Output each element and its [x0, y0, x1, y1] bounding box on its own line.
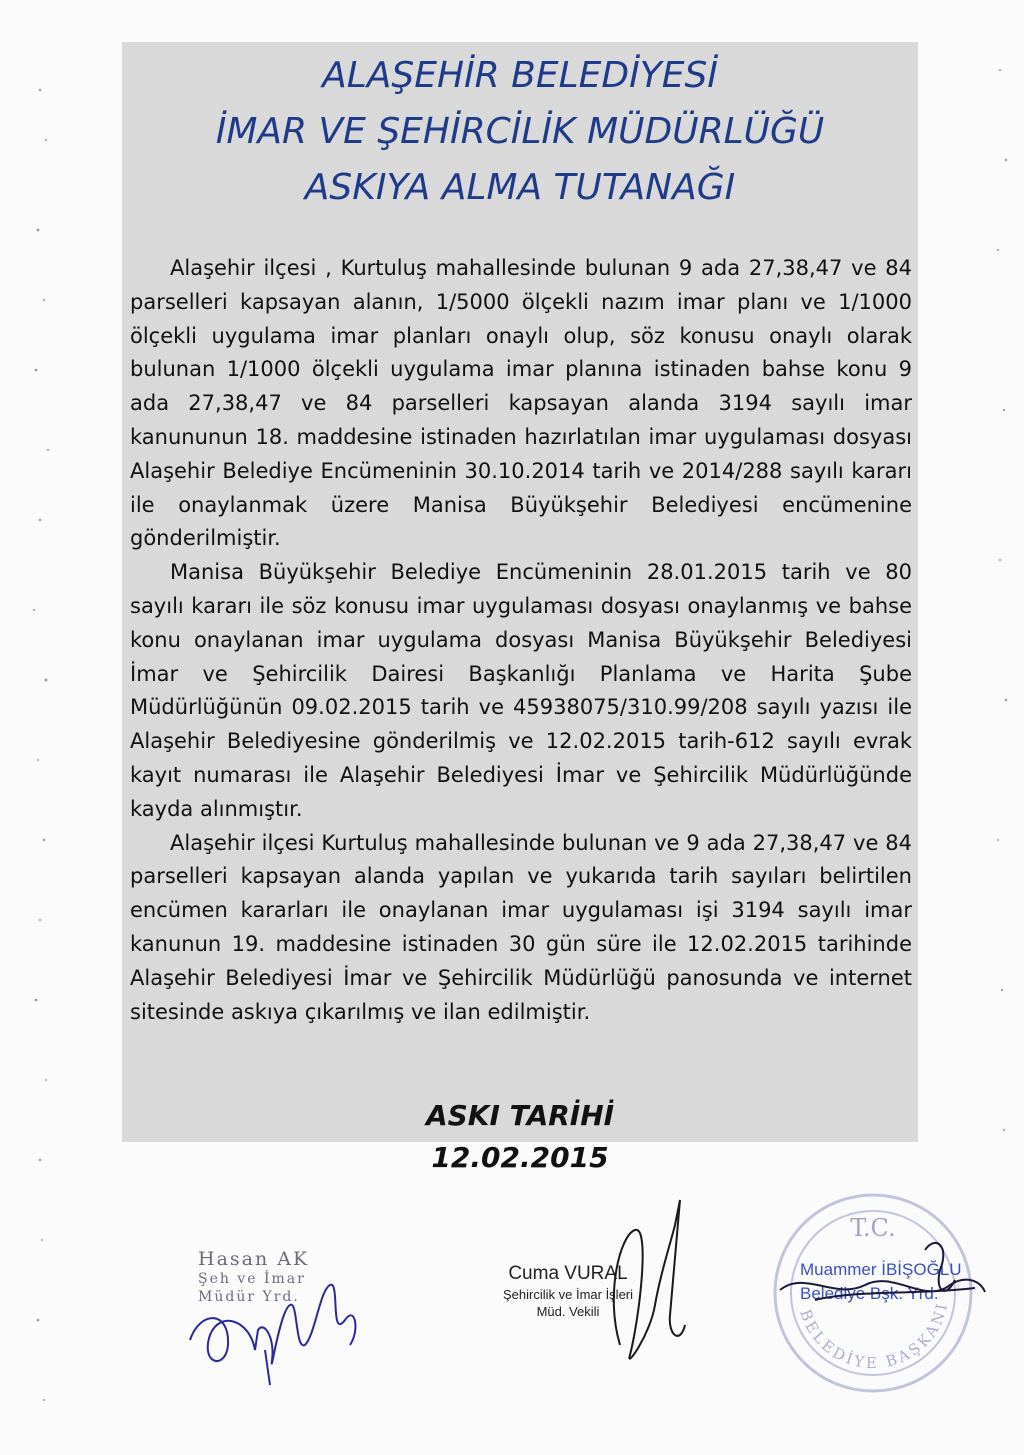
signer-middle-name: Cuma VURAL — [508, 1263, 628, 1284]
signer-middle-role-2: Müd. Vekili — [536, 1304, 600, 1319]
document-body — [130, 252, 912, 1029]
header-directorate: İMAR VE ŞEHİRCİLİK MÜDÜRLÜĞÜ — [215, 111, 825, 152]
signer-left-role-2: Müdür Yrd. — [198, 1289, 300, 1305]
stamp-top-text: T.C. — [850, 1214, 896, 1242]
posting-date-value: 12.02.2015 — [431, 1141, 609, 1174]
signer-middle-role-1: Şehircilik ve İmar İşleri — [502, 1287, 634, 1302]
header-municipality: ALAŞEHİR BELEDİYESİ — [322, 55, 718, 96]
body-paragraph-3: Alaşehir ilçesi Kurtuluş mahallesinde bulunan ve 9 ada 27,38,47 ve 84 parselleri kapsayan alanda yapılan ve yukarıda tarih sayıları belirtilen encümen kararları ile onaylanan imar uygulaması işi 3194 sayılı imar kanunun 19. maddesine istinaden 30 gün süre ile 12.02.2015 tarihinde Alaşehir Belediyesi İmar ve Şehircilik Müdürlüğü panosunda ve internet sitesinde askıya çıkarılmış ve ilan edilmiştir. — [130, 830, 912, 1024]
signature-block-middle — [488, 1262, 648, 1320]
posting-date-label: ASKI TARİHİ — [425, 1099, 615, 1132]
signer-right-name: Muammer İBİŞOĞLU — [800, 1260, 962, 1279]
signature-block-left — [198, 1248, 348, 1306]
signature-block-right — [800, 1258, 970, 1306]
body-paragraph-2: Manisa Büyükşehir Belediye Encümeninin 28.01.2015 tarih ve 80 sayılı kararı ile söz konusu imar uygulaması dosyası onaylanmış ve bahse konu onaylanan imar uygulama dosyası Manisa Büyükşehir Belediyesi İmar ve Şehircilik Dairesi Başkanlığı Planlama ve Harita Şube Müdürlüğünün 09.02.2015 tarih ve 45938075/310.99/208 sayılı yazısı ile Alaşehir Belediyesine gönderilmiş ve 12.02.2015 tarih-612 sayılı evrak kayıt numarası ile Alaşehir Belediyesi İmar ve Şehircilik Müdürlüğünde kayda alınmıştır. — [130, 560, 912, 821]
svg-text:BELEDİYE BAŞKANI — [796, 1300, 951, 1372]
stamp-ring-text: BELEDİYE BAŞKANI — [796, 1299, 952, 1373]
document-header — [122, 48, 918, 216]
header-document-title: ASKIYA ALMA TUTANAĞI — [304, 167, 736, 208]
signer-left-role-1: Şeh ve İmar — [198, 1271, 306, 1287]
signer-left-name: Hasan AK — [198, 1248, 310, 1270]
signer-right-role: Belediye Bşk. Yrd. — [800, 1284, 939, 1303]
body-paragraph-1: Alaşehir ilçesi , Kurtuluş mahallesinde bulunan 9 ada 27,38,47 ve 84 parselleri kapsayan alanın, 1/5000 ölçekli nazım imar planı ve 1/1000 ölçekli uygulama imar planları onaylı olup, söz konusu onaylı olarak bulunan 1/1000 ölçekli uygulama imar planına istinaden bahse konu 9 ada 27,38,47 ve 84 parselleri kapsayan alanda 3194 sayılı imar kanununun 18. maddesine istinaden hazırlatılan imar uygulaması dosyası Alaşehir Belediye Encümeninin 30.10.2014 tarih ve 2014/288 sayılı kararı ile onaylanmak üzere Manisa Büyükşehir Belediyesi encümenine gönderilmiştir. — [130, 256, 912, 551]
